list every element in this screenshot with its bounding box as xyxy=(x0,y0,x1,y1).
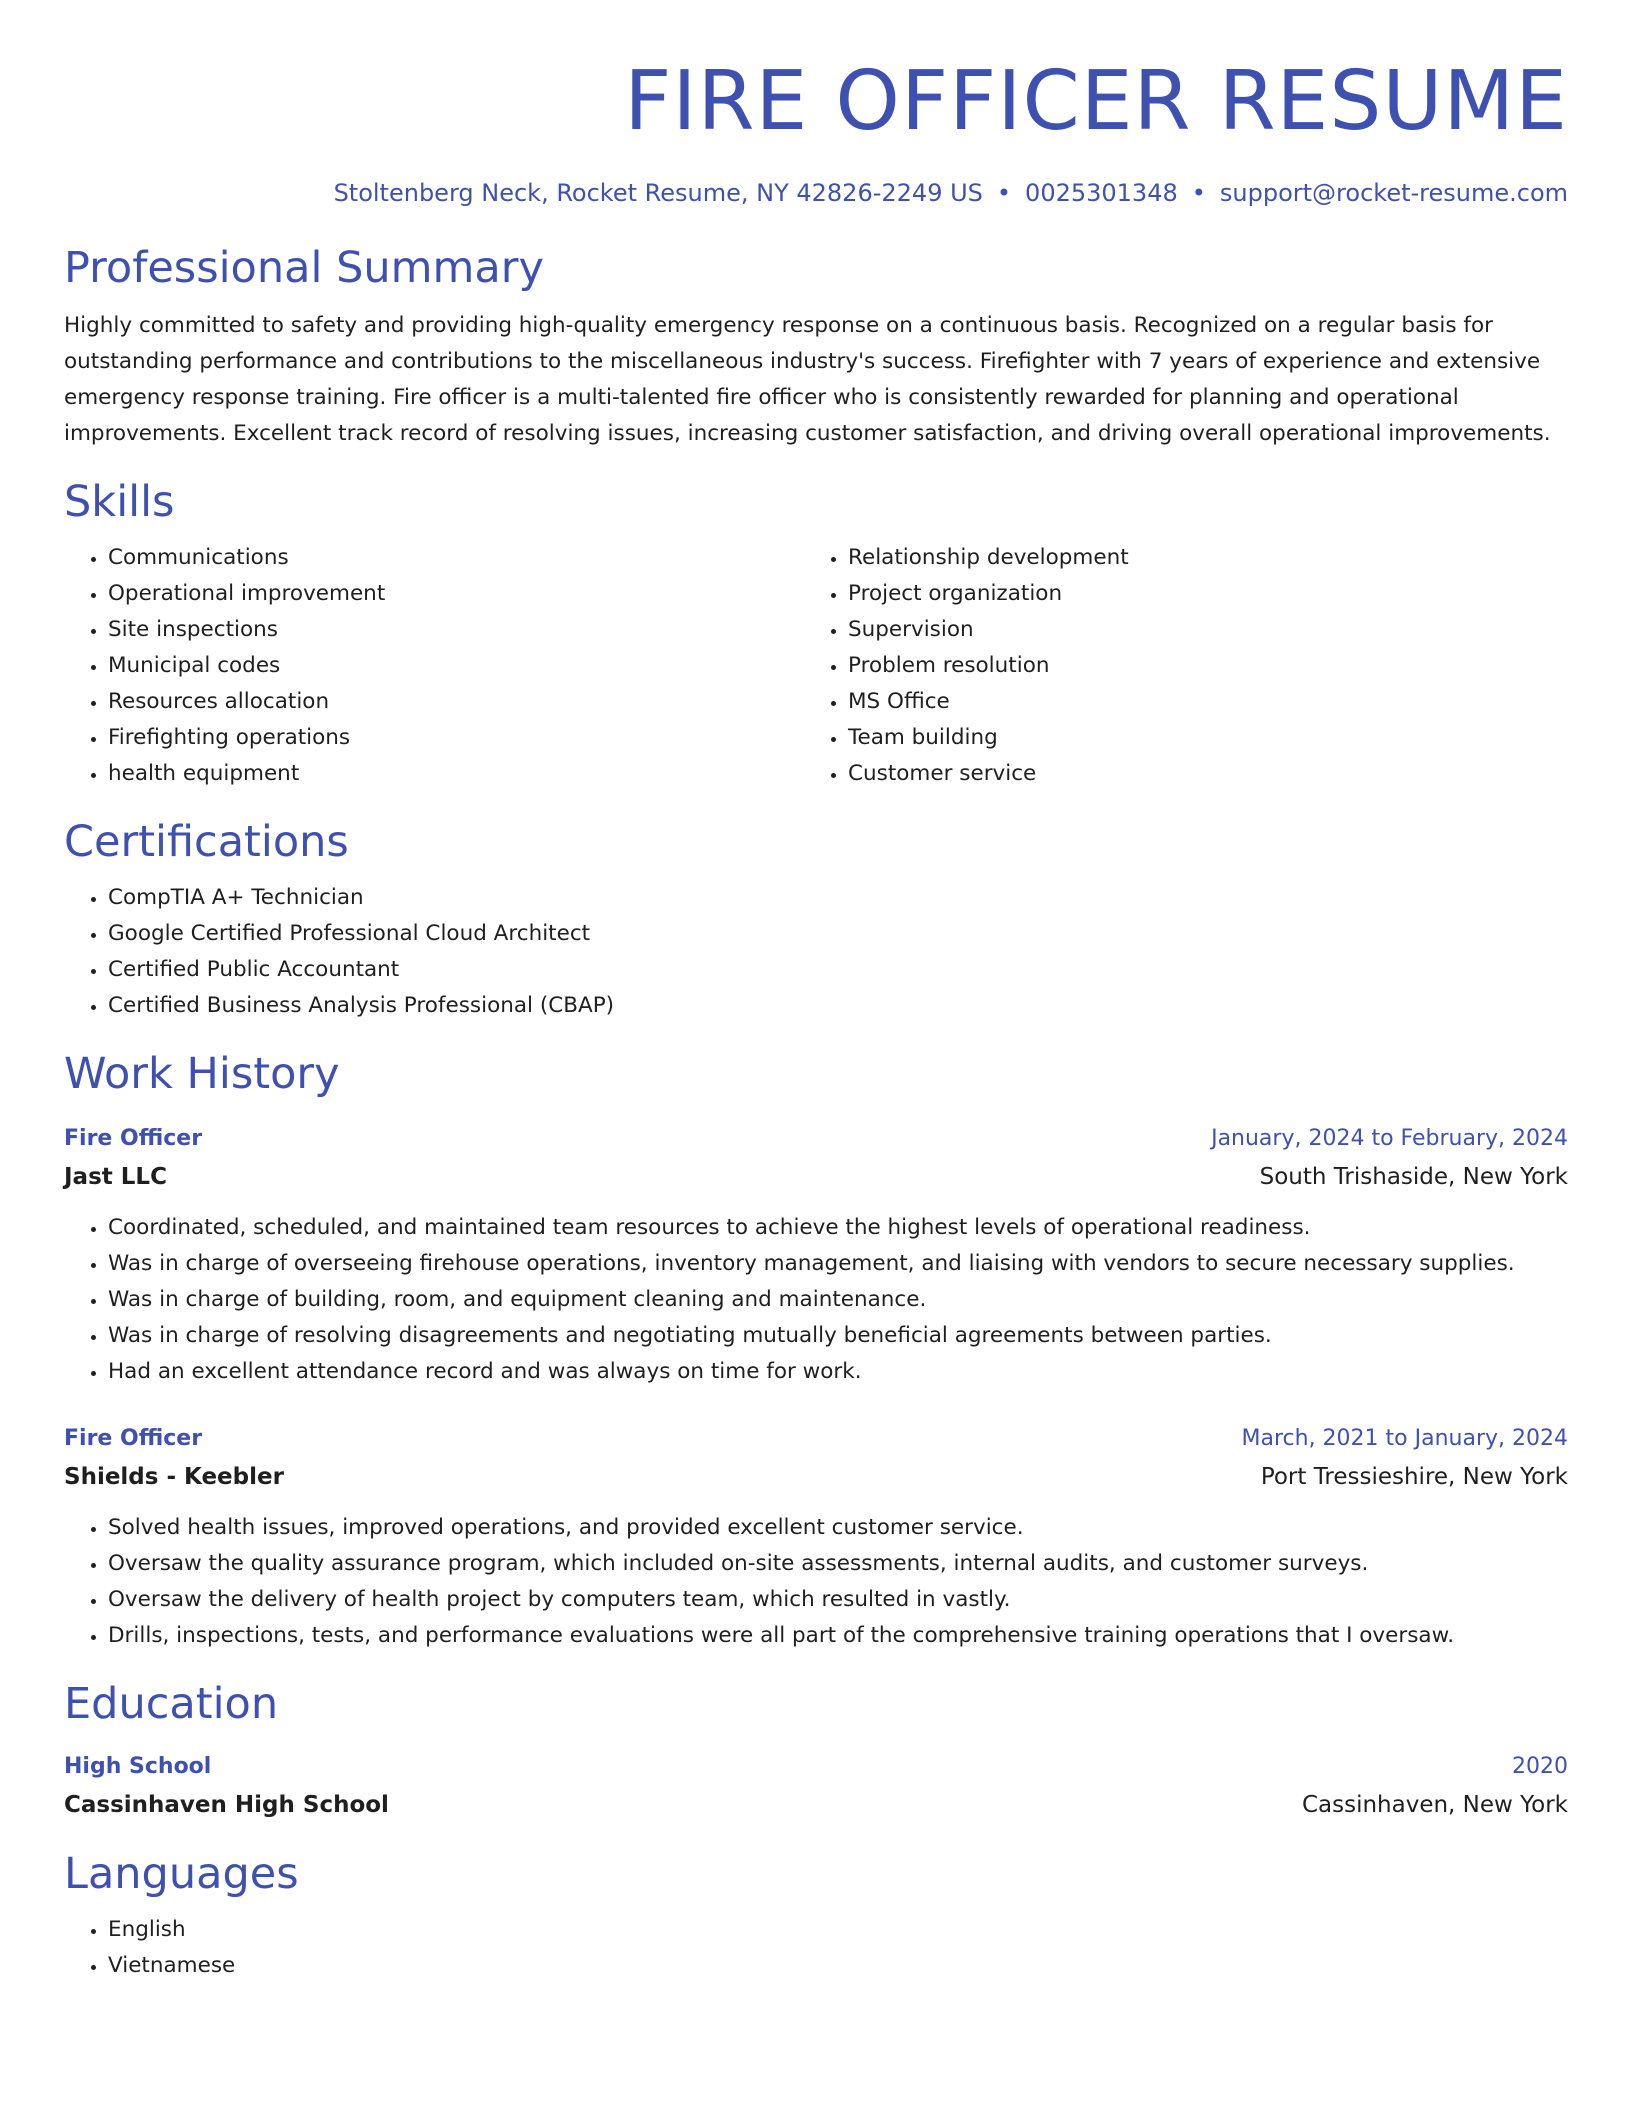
education-entry xyxy=(64,1748,1568,1824)
contact-email[interactable]: support@rocket-resume.com xyxy=(1219,179,1568,207)
resume-title: FIRE OFFICER RESUME xyxy=(624,54,1568,149)
job-entry xyxy=(64,1420,1568,1654)
skill-item: • Customer service xyxy=(848,756,1544,792)
job-bullet: • Oversaw the delivery of health project by computers team, which resulted in vastly. xyxy=(108,1582,1568,1618)
contact-line xyxy=(64,176,1568,210)
skill-item: • Operational improvement xyxy=(108,576,804,612)
job-dates: March, 2021 to January, 2024 xyxy=(1241,1426,1568,1451)
job-employer: Shields - Keebler xyxy=(64,1464,284,1490)
job-title: Fire Officer xyxy=(64,1426,203,1451)
certification-item: • Google Certified Professional Cloud Architect xyxy=(108,916,1568,952)
languages-heading: Languages xyxy=(64,1849,299,1899)
summary-text: Highly committed to safety and providing high-quality emergency response on a continuous basis. Recognized on a regular basis for outstanding performance and contributions to the miscellaneous industry's success. Firefighter with 7 years of experience and extensive emergency response training. Fire officer is a multi-talented fire officer who is consistently rewarded for planning and operational improvements. Excellent track record of resolving issues, increasing customer satisfaction, and driving overall operational improvements. xyxy=(64,313,1551,446)
job-bullet: • Was in charge of overseeing firehouse operations, inventory management, and liaising with vendors to secure necessary supplies. xyxy=(108,1246,1568,1282)
skill-item: • Site inspections xyxy=(108,612,804,648)
job-title-row xyxy=(64,1120,1568,1158)
skill-item: • Firefighting operations xyxy=(108,720,804,756)
certification-item: • CompTIA A+ Technician xyxy=(108,880,1568,916)
job-bullet: • Was in charge of building, room, and equipment cleaning and maintenance. xyxy=(108,1282,1568,1318)
job-dates: January, 2024 to February, 2024 xyxy=(1211,1126,1568,1151)
job-bullets xyxy=(64,1510,1568,1654)
certification-item: • Certified Public Accountant xyxy=(108,952,1568,988)
skills-section xyxy=(64,474,1568,792)
job-bullet: • Had an excellent attendance record and was always on time for work. xyxy=(108,1354,1568,1390)
education-year: 2020 xyxy=(1512,1754,1568,1779)
job-employer-row xyxy=(64,1458,1568,1496)
skill-item: • Relationship development xyxy=(848,540,1544,576)
job-bullet: • Coordinated, scheduled, and maintained team resources to achieve the highest levels of operational readiness. xyxy=(108,1210,1568,1246)
skill-item: • Team building xyxy=(848,720,1544,756)
skill-item: • Project organization xyxy=(848,576,1544,612)
summary-section xyxy=(64,240,1568,452)
job-bullet: • Was in charge of resolving disagreements and negotiating mutually beneficial agreements between parties. xyxy=(108,1318,1568,1354)
contact-address: Stoltenberg Neck, Rocket Resume, NY 42826-2249 US xyxy=(333,179,983,207)
skill-item: • Supervision xyxy=(848,612,1544,648)
education-degree: High School xyxy=(64,1754,212,1779)
skill-item: • Communications xyxy=(108,540,804,576)
summary-heading: Professional Summary xyxy=(64,243,544,293)
job-title-row xyxy=(64,1420,1568,1458)
skills-list-right xyxy=(804,540,1544,792)
education-location: Cassinhaven, New York xyxy=(1301,1792,1568,1818)
education-section xyxy=(64,1676,1568,1824)
education-degree-row xyxy=(64,1748,1568,1786)
skill-item: • Problem resolution xyxy=(848,648,1544,684)
language-item: • English xyxy=(108,1912,1568,1948)
job-bullet: • Drills, inspections, tests, and performance evaluations were all part of the comprehensive training operations that I oversaw. xyxy=(108,1618,1568,1654)
certification-item: • Certified Business Analysis Professional (CBAP) xyxy=(108,988,1568,1024)
job-employer-row xyxy=(64,1158,1568,1196)
skills-heading: Skills xyxy=(64,477,175,527)
education-school-row xyxy=(64,1786,1568,1824)
work-history-heading: Work History xyxy=(64,1049,340,1099)
job-title: Fire Officer xyxy=(64,1126,203,1151)
skill-item: • MS Office xyxy=(848,684,1544,720)
contact-separator: • xyxy=(996,179,1012,207)
job-bullets xyxy=(64,1210,1568,1390)
job-bullet: • Oversaw the quality assurance program, which included on-site assessments, internal audits, and customer surveys. xyxy=(108,1546,1568,1582)
resume-header xyxy=(64,52,1568,210)
job-entry xyxy=(64,1120,1568,1390)
languages-section xyxy=(64,1846,1568,1984)
skill-item: • health equipment xyxy=(108,756,804,792)
job-employer: Jast LLC xyxy=(64,1164,167,1190)
certifications-heading: Certifications xyxy=(64,817,349,867)
certifications-list xyxy=(64,880,1568,1024)
job-bullet: • Solved health issues, improved operations, and provided excellent customer service. xyxy=(108,1510,1568,1546)
skill-item: • Resources allocation xyxy=(108,684,804,720)
job-location: South Trishaside, New York xyxy=(1259,1164,1568,1190)
skill-item: • Municipal codes xyxy=(108,648,804,684)
education-school: Cassinhaven High School xyxy=(64,1792,389,1818)
job-location: Port Tressieshire, New York xyxy=(1260,1464,1568,1490)
language-item: • Vietnamese xyxy=(108,1948,1568,1984)
skills-grid xyxy=(64,540,1568,792)
languages-list xyxy=(64,1912,1568,1984)
education-heading: Education xyxy=(64,1679,279,1729)
skills-list-left xyxy=(64,540,804,792)
certifications-section xyxy=(64,814,1568,1024)
contact-separator: • xyxy=(1191,179,1206,207)
work-history-section xyxy=(64,1046,1568,1654)
contact-phone: 0025301348 xyxy=(1025,179,1178,207)
